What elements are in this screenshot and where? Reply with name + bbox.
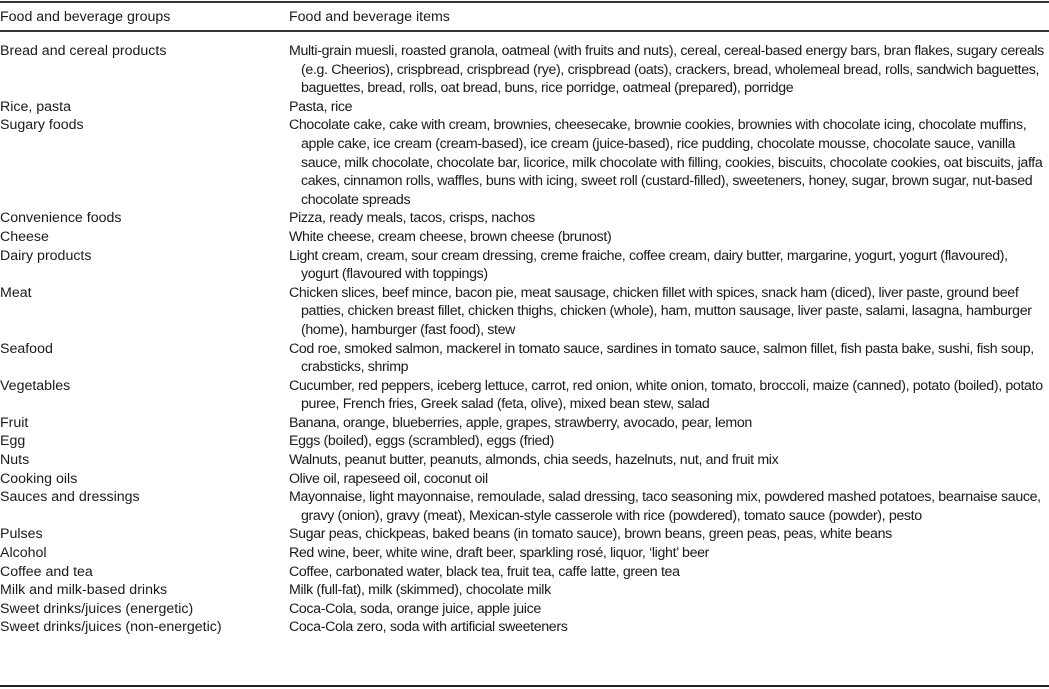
- header-items: Food and beverage items: [289, 9, 450, 25]
- items-cell: Sugar peas, chickpeas, baked beans (in tomato sauce), brown beans, green peas, peas, white beans: [289, 526, 892, 543]
- items-cell: Chicken slices, beef mince, bacon pie, meat sausage, chicken fillet with spices, snack ham (diced), liver paste, ground beef patties, chicken breast fillet, chicken thighs, chicken (whole), ham, mutton sausage, liver paste, salami, lasagna, hamburger (home), hamburger (fast food), stew: [289, 284, 1032, 338]
- group-cell: Cheese: [0, 228, 49, 245]
- group-cell: Coffee and tea: [0, 563, 93, 580]
- group-cell: Cooking oils: [0, 470, 78, 487]
- header-rule: [0, 30, 1049, 32]
- items-cell: Olive oil, rapeseed oil, coconut oil: [289, 470, 488, 487]
- table-row: [0, 228, 1049, 247]
- items-cell: Banana, orange, blueberries, apple, grapes, strawberry, avocado, pear, lemon: [289, 414, 752, 431]
- items-cell: Cucumber, red peppers, iceberg lettuce, carrot, red onion, white onion, tomato, broccoli, maize (canned), potato (boiled), potato puree, French fries, Greek salad (feta, olive), mixed bean stew, salad: [289, 377, 1043, 413]
- items-cell: Walnuts, peanut butter, peanuts, almonds, chia seeds, hazelnuts, nut, and fruit mix: [289, 452, 779, 469]
- group-cell: Seafood: [0, 340, 53, 357]
- items-cell: Mayonnaise, light mayonnaise, remoulade, salad dressing, taco seasoning mix, powdered mashed potatoes, bearnaise sauce, gravy (onion), gravy (meat), Mexican-style casserole with rice (powdered), tomato sauce (powder), pesto: [289, 489, 1041, 524]
- table-row: [0, 209, 1049, 228]
- table-row: [0, 340, 1049, 377]
- group-cell: Fruit: [0, 414, 29, 431]
- table-row: [0, 247, 1049, 284]
- group-cell: Sauces and dressings: [0, 489, 140, 506]
- table-row: [0, 42, 1049, 98]
- group-cell: Meat: [0, 284, 32, 301]
- group-cell: Rice, pasta: [0, 98, 71, 115]
- table-row: [0, 525, 1049, 544]
- bottom-rule: [0, 685, 1049, 687]
- items-cell: Eggs (boiled), eggs (scrambled), eggs (fried): [289, 433, 554, 450]
- top-rule: [0, 1, 1049, 3]
- items-cell: Coca-Cola zero, soda with artificial sweeteners: [289, 619, 568, 636]
- group-cell: Milk and milk-based drinks: [0, 582, 168, 599]
- group-cell: Dairy products: [0, 247, 92, 264]
- table-row: [0, 488, 1049, 525]
- group-cell: Sugary foods: [0, 117, 84, 134]
- table-row: [0, 414, 1049, 433]
- table-row: [0, 600, 1049, 619]
- group-cell: Nuts: [0, 452, 30, 469]
- items-cell: Light cream, cream, sour cream dressing, creme fraiche, coffee cream, dairy butter, margarine, yogurt, yogurt (flavoured), yogurt (flavoured with toppings): [289, 247, 1008, 283]
- items-cell: Pizza, ready meals, tacos, crisps, nachos: [289, 210, 535, 227]
- items-cell: Chocolate cake, cake with cream, brownies, cheesecake, brownie cookies, brownies with chocolate icing, chocolate muffins, apple cake, ice cream (cream-based), ice cream (juice-based), rice pudding, chocolate mousse, chocolate sauce, vanilla sauce, milk chocolate, chocolate bar, licorice, milk chocolate with filling, cookies, biscuits, chocolate cookies, oat biscuits, jaffa cakes, cinnamon rolls, waffles, buns with icing, sweet roll (custard-filled), sweeteners, honey, sugar, brown sugar, nut-based chocolate spreads: [289, 117, 1043, 208]
- group-cell: Bread and cereal products: [0, 43, 167, 59]
- items-cell: Coca-Cola, soda, orange juice, apple juice: [289, 600, 541, 617]
- table-row: [0, 563, 1049, 582]
- group-cell: Sweet drinks/juices (energetic): [0, 600, 194, 617]
- group-cell: Sweet drinks/juices (non-energetic): [0, 619, 222, 636]
- table-body: [0, 42, 1049, 637]
- table-row: [0, 377, 1049, 414]
- items-cell: Multi-grain muesli, roasted granola, oatmeal (with fruits and nuts), cereal, cereal-based energy bars, bran flakes, sugary cereals (e.g. Cheerios), crispbread, crispbread (rye), crispbread (oats), crackers, bread, wholemeal bread, rolls, sandwich baguettes, baguettes, bread, rolls, oat bread, buns, rice porridge, oatmeal (prepared), porridge: [289, 43, 1044, 97]
- table-row: [0, 116, 1049, 209]
- table-row: [0, 98, 1049, 117]
- items-cell: Milk (full-fat), milk (skimmed), chocolate milk: [289, 582, 551, 599]
- group-cell: Egg: [0, 433, 26, 450]
- table-row: [0, 432, 1049, 451]
- table-row: [0, 544, 1049, 563]
- items-cell: White cheese, cream cheese, brown cheese (brunost): [289, 228, 612, 245]
- items-cell: Coffee, carbonated water, black tea, fruit tea, caffe latte, green tea: [289, 563, 680, 580]
- group-cell: Alcohol: [0, 545, 47, 562]
- header-groups: Food and beverage groups: [0, 9, 171, 25]
- table-row: [0, 470, 1049, 489]
- group-cell: Pulses: [0, 526, 43, 543]
- group-cell: Convenience foods: [0, 210, 122, 227]
- table-row: [0, 581, 1049, 600]
- group-cell: Vegetables: [0, 377, 71, 394]
- table-row: [0, 618, 1049, 637]
- items-cell: Cod roe, smoked salmon, mackerel in tomato sauce, sardines in tomato sauce, salmon fillet, fish pasta bake, sushi, fish soup, crabsticks, shrimp: [289, 340, 1034, 376]
- items-cell: Pasta, rice: [289, 98, 353, 115]
- items-cell: Red wine, beer, white wine, draft beer, sparkling rosé, liquor, ‘light’ beer: [289, 545, 710, 562]
- table-row: [0, 451, 1049, 470]
- table-row: [0, 284, 1049, 340]
